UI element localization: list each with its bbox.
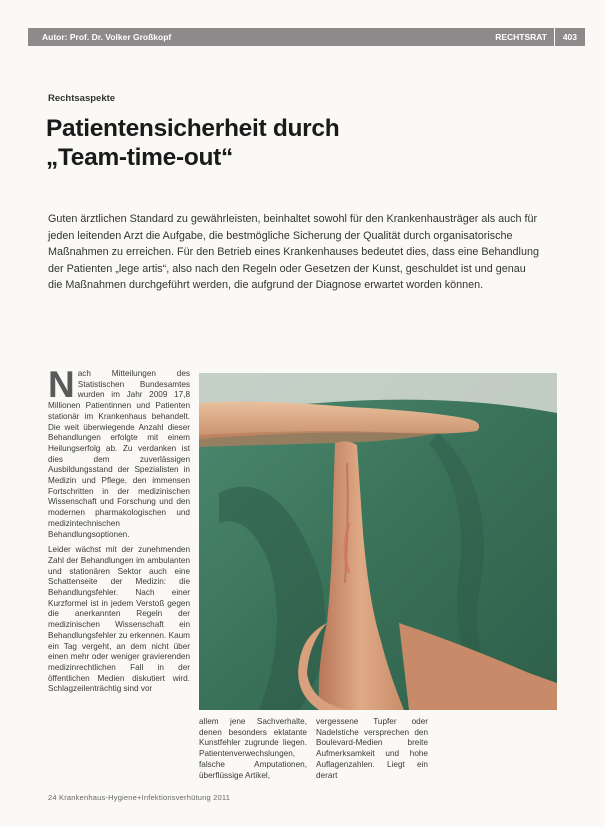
title-line-2: „Team-time-out“ (46, 144, 233, 171)
drop-cap: N (48, 364, 75, 405)
body-column-bottom-2: vergessene Tupfer oder Nadelstiche versprechen den Boulevard-Medien breite Aufmerksamkeit und hohe Auflagenzahlen. Liegt ein derart (316, 717, 428, 780)
article-lead: Guten ärztlichen Standard zu gewährleisten, beinhaltet sowohl für den Krankenhausträger als auch für jeden leitenden Arzt die Aufgabe, die bestmögliche Sicherung der Qualität durch organisatorische Maßnahmen zu erreichen. Für den Betrieb eines Krankenhauses bedeutet dies, dass eine Behandlung der Patienten „lege artis“, also nach den Regeln oder Gesetzen der Kunst, geschuldet ist und genau die Maßnahmen durchgeführt werden, die aufgrund der Diagnose erwartet worden können. (48, 213, 539, 292)
page-footer: 24 Krankenhaus-Hygiene+Infektionsverhütung 2011 (48, 793, 231, 802)
header-author: Autor: Prof. Dr. Volker Großkopf (42, 32, 172, 42)
body-column-bottom-1: allem jene Sachverhalte, denen besonders eklatante Kunstfehler zugrunde liegen. Patientenverwechslungen, falsche Amputationen, überflüssige Artikel, (199, 717, 307, 780)
header-separator (554, 28, 555, 46)
time-out-gesture-photo (199, 373, 557, 710)
article-category: Rechtsaspekte (48, 93, 116, 104)
header-section: RECHTSRAT (495, 32, 547, 42)
title-line-1: Patientensicherheit durch (46, 115, 340, 142)
page-number: 403 (562, 32, 577, 42)
article-title (46, 114, 566, 172)
running-header (28, 28, 585, 46)
hand-gesture-illustration (199, 373, 557, 710)
body-paragraph-1: ach Mitteilungen des Statistischen Bundesamtes wurden im Jahr 2009 17,8 Millionen Patientinnen und Patienten stationär im Krankenhaus behandelt. Die weit überwiegende Anzahl dieser Behandlungen erfolgte mit einem Heilungserfolg ab. Zu verdanken ist dies dem zuverlässigen Ausbildungsstand der Spezialisten in Medizin und Pflege, den immensen Fortschritten in der medizinischen Wissenschaft und Forschung und den modernen pharmakologischen und medizintechnischen Behandlungsoptionen. (48, 369, 190, 539)
body-paragraph-2: Leider wächst mit der zunehmenden Zahl der Behandlungen im ambulanten und stationären Sektor auch eine Schattenseite der Medizin: die Behandlungsfehler. Nach einer Kurzformel ist in jedem Verstoß gegen die anerkannten Regeln der medizinischen Wissenschaft ein Behandlungsfehler zu erkennen. Kaum ein Tag vergeht, an dem nicht über einen mehr oder weniger gravierenden medizinrechtlichen Fall in der öffentlichen Medien diskutiert wird. Schlagzeilenträchtig sind vor (48, 545, 190, 694)
body-column-left (48, 364, 190, 700)
